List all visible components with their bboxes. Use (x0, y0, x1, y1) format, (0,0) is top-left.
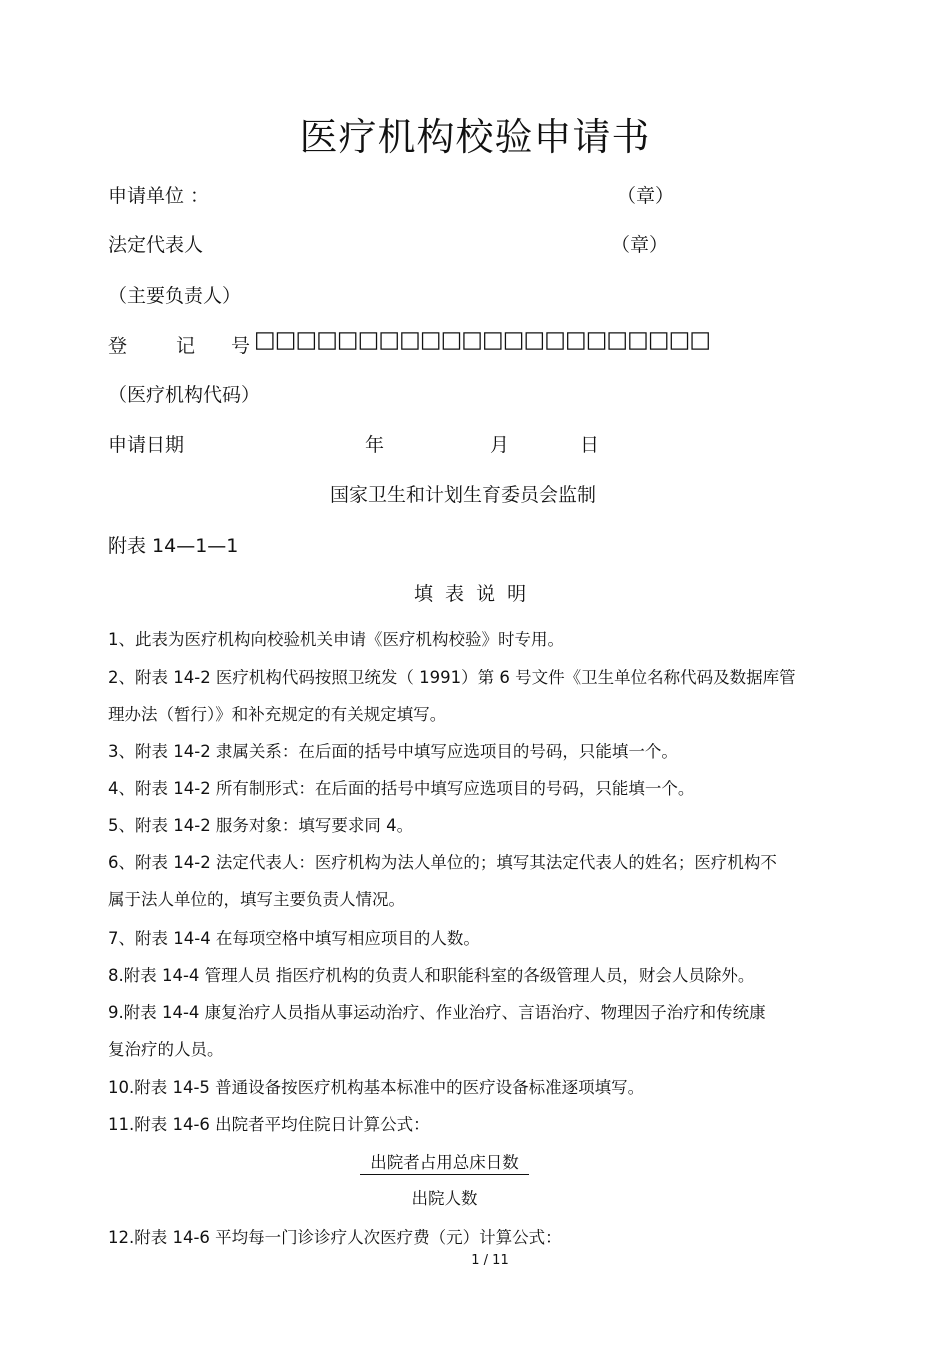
reg-note: （医疗机构代码） (108, 384, 261, 406)
reg-label-char-2: 记 (176, 335, 196, 357)
date-day: 日 (580, 434, 600, 456)
page-title: 医疗机构校验申请书 (299, 115, 651, 159)
instruction-line: 2、附表 14-2 医疗机构代码按照卫统发（ 1991）第 6 号文件《卫生单位名称代码及数据库管 (108, 668, 796, 687)
instruction-line: 11.附表 14-6 出院者平均住院日计算公式： (108, 1115, 430, 1134)
date-label: 申请日期 (108, 434, 185, 456)
legal-rep-note: （主要负责人） (108, 285, 242, 307)
instruction-line: 6、附表 14-2 法定代表人：医疗机构为法人单位的；填写其法定代表人的姓名；医疗机构不 (108, 853, 777, 872)
instruction-line: 5、附表 14-2 服务对象：填写要求同 4。 (108, 816, 414, 835)
date-month: 月 (490, 434, 510, 456)
applicant-seal: （章） (617, 185, 675, 207)
instruction-line: 7、附表 14-4 在每项空格中填写相应项目的人数。 (108, 929, 480, 948)
formula-denominator: 出院人数 (411, 1189, 478, 1208)
reg-label-char-1: 登 (108, 335, 128, 357)
instruction-line: 9.附表 14-4 康复治疗人员指从事运动治疗、作业治疗、言语治疗、物理因子治疗和传统康 (108, 1003, 766, 1022)
applicant-label: 申请单位 ： (108, 185, 210, 207)
instruction-line: 复治疗的人员。 (108, 1040, 224, 1059)
page-number: 1 / 11 (471, 1253, 509, 1268)
issuer-text: 国家卫生和计划生育委员会监制 (330, 484, 597, 506)
instruction-line: 12.附表 14-6 平均每一门诊诊疗人次医疗费（元）计算公式： (108, 1228, 562, 1247)
instruction-line: 1、此表为医疗机构向校验机关申请《医疗机构校验》时专用。 (108, 630, 564, 649)
instruction-line: 3、附表 14-2 隶属关系：在后面的括号中填写应选项目的号码，只能填一个。 (108, 742, 678, 761)
instruction-line: 8.附表 14-4 管理人员 指医疗机构的负责人和职能科室的各级管理人员，财会人员除外。 (108, 966, 755, 985)
instructions-heading: 填 表 说 明 (414, 583, 530, 605)
formula-numerator: 出院者占用总床日数 (370, 1153, 519, 1172)
reg-label-char-3: 号 (231, 335, 251, 357)
instruction-line: 理办法（暂行）》和补充规定的有关规定填写。 (108, 705, 447, 724)
legal-rep-seal: （章） (611, 234, 669, 256)
date-year: 年 (365, 434, 385, 456)
instruction-line: 4、附表 14-2 所有制形式：在后面的括号中填写应选项目的号码，只能填一个。 (108, 779, 695, 798)
legal-rep-label: 法定代表人 (108, 234, 204, 256)
appendix-label: 附表 14—1—1 (108, 535, 239, 557)
instruction-line: 10.附表 14-5 普通设备按医疗机构基本标准中的医疗设备标准逐项填写。 (108, 1078, 645, 1097)
instruction-line: 属于法人单位的，填写主要负责人情况。 (108, 890, 405, 909)
fraction-line (360, 1174, 529, 1175)
registration-number-boxes: □□□□□□□□□□□□□□□□□□□□□□ (254, 327, 711, 353)
